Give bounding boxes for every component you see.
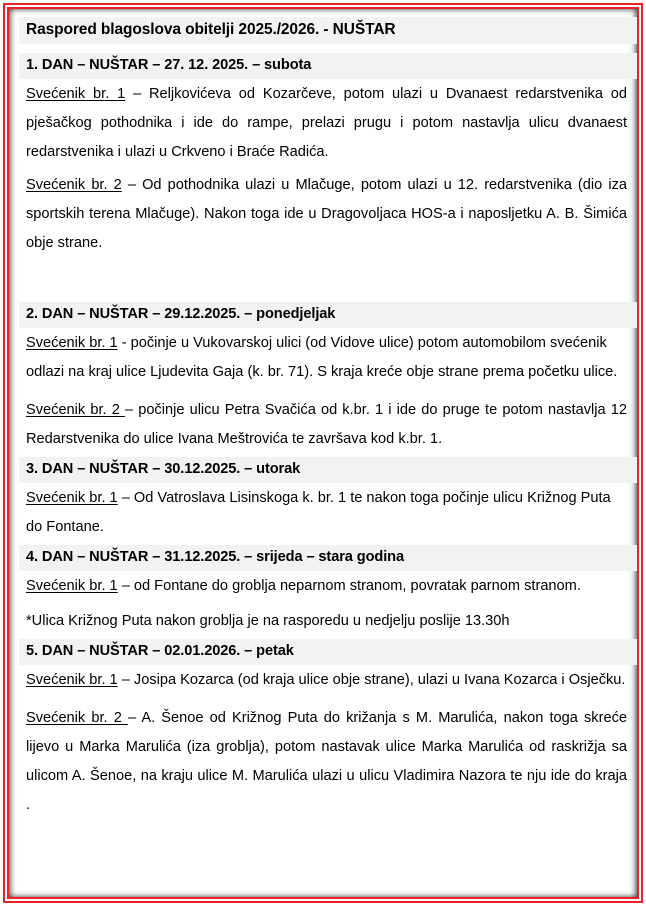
priest-label: Svećenik br. 2 — [26, 710, 128, 726]
priest-label: Svećenik br. 1 — [26, 490, 118, 506]
priest-label: Svećenik br. 2 — [26, 177, 122, 193]
priest-label: Svećenik br. 2 — [26, 402, 125, 418]
priest-route-text: - počinje u Vukovarskoj ulici (od Vidove ulice) potom automobilom svećenik odlazi na kraj ulice Ljudevita Gaja (k. br. 71). S kraja kreće obje strane prema početku ulice. — [26, 335, 618, 380]
day-2-entry-1 — [19, 328, 637, 387]
day-5-entry-2 — [19, 703, 637, 820]
priest-label: Svećenik br. 1 — [26, 86, 126, 102]
page-shadow-area — [9, 9, 637, 897]
outer-red-border — [3, 3, 643, 903]
priest-route-text: – od Fontane do groblja neparnom stranom, povratak parnom stranom. — [117, 578, 581, 594]
priest-label: Svećenik br. 1 — [26, 672, 118, 688]
priest-route-text: – Reljkovićeva od Kozarčeve, potom ulazi u Dvanaest redarstvenika od pješačkog pothodnika i ide do rampe, prelazi prugu i potom nastavlja ulicu dvanaest redarstvenika i ulazi u Crkveno i Braće Radića. — [26, 86, 628, 160]
priest-route-text: – Josipa Kozarca (od kraja ulice obje strane), ulazi u Ivana Kozarca i Osječku. — [117, 672, 626, 688]
day-heading-1: 1. DAN – NUŠTAR – 27. 12. 2025. – subota — [19, 53, 637, 79]
day-heading-2: 2. DAN – NUŠTAR – 29.12.2025. – ponedjeljak — [19, 302, 637, 328]
page-title: Raspored blagoslova obitelji 2025./2026. - NUŠTAR — [19, 17, 637, 44]
section-gap — [9, 258, 637, 302]
priest-label: Svećenik br. 1 — [26, 335, 118, 351]
day-4-entry-1 — [19, 571, 637, 601]
day-heading-5: 5. DAN – NUŠTAR – 02.01.2026. – petak — [19, 639, 637, 665]
schedule-note: *Ulica Križnog Puta nakon groblja je na rasporedu u nedjelju poslije 13.30h — [26, 613, 510, 629]
document-body — [9, 9, 637, 897]
priest-route-text: – Od Vatroslava Lisinskoga k. br. 1 te nakon toga počinje ulicu Križnog Puta do Fontane. — [26, 490, 611, 535]
spacer — [9, 387, 637, 395]
day-3-entry-1 — [19, 483, 637, 542]
priest-route-text: – A. Šenoe od Križnog Puta do križanja s M. Marulića, nakon toga skreće lijevo u Marka Marulića (iza groblja), potom nastavak ulice Marka Marulića od raskrižja sa ulicom A. Šenoe, na kraju ulice M. Marulića ulazi u ulicu Vladimira Nazora te nju ide do kraja . — [26, 710, 627, 813]
day-5-entry-1 — [19, 665, 637, 695]
spacer — [9, 695, 637, 703]
inner-red-border — [7, 7, 639, 899]
day-1-entry-1 — [19, 79, 637, 167]
priest-route-text: – počinje ulicu Petra Svačića od k.br. 1 i ide do pruge te potom nastavlja 12 Redarstvenika do ulice Ivana Meštrovića te završava kod k.br. 1. — [26, 402, 627, 447]
day-2-entry-2 — [19, 395, 637, 454]
priest-route-text: – Od pothodnika ulazi u Mlačuge, potom ulazi u 12. redarstvenika (dio iza sportskih terena Mlačuge). Nakon toga ide u Dragovoljaca HOS-a i naposljetku A. B. Šimića obje strane. — [26, 177, 627, 251]
day-heading-4: 4. DAN – NUŠTAR – 31.12.2025. – srijeda – stara godina — [19, 545, 637, 571]
day-heading-3: 3. DAN – NUŠTAR – 30.12.2025. – utorak — [19, 457, 637, 483]
day-1-entry-2 — [19, 170, 637, 258]
priest-label: Svećenik br. 1 — [26, 578, 118, 594]
